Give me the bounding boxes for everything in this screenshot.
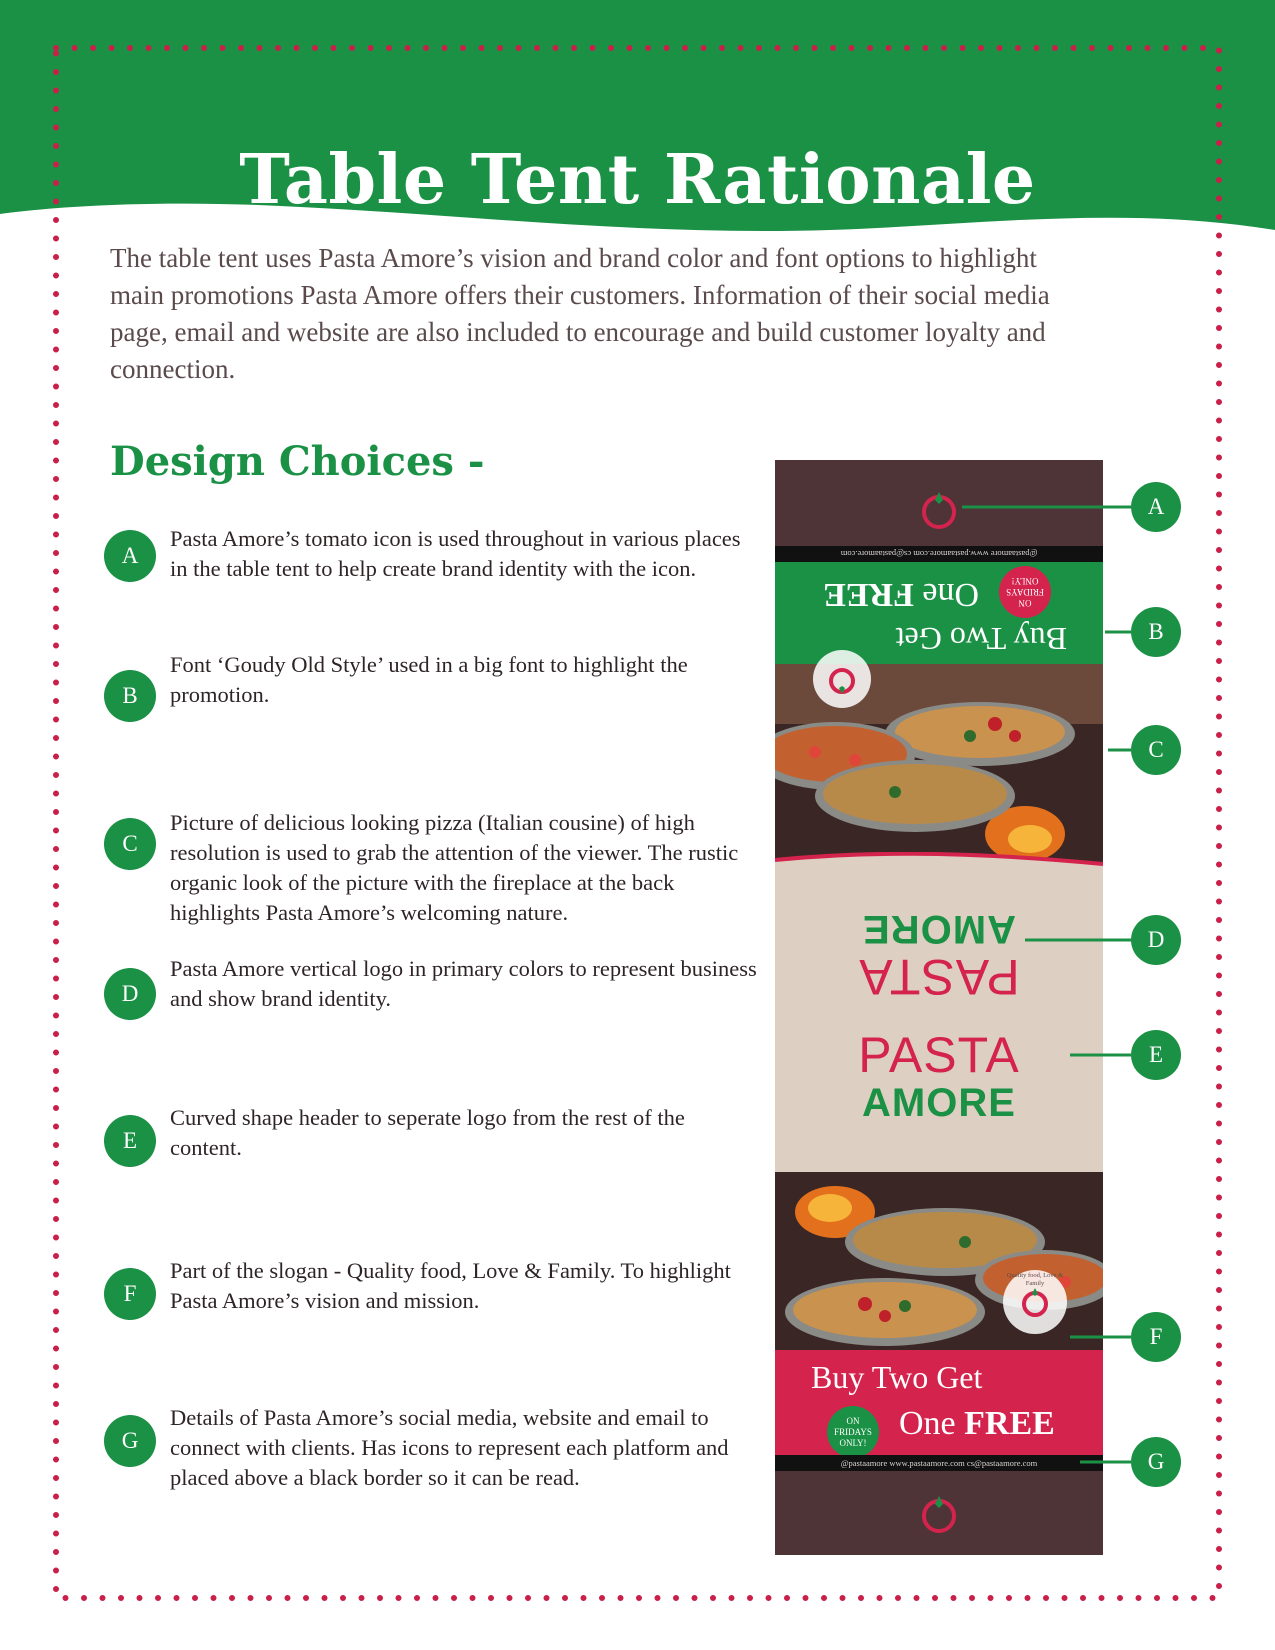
logo-pasta-text: PASTA — [858, 1027, 1020, 1083]
promo-free-line — [899, 1404, 1055, 1444]
callout-badge-d: D — [1131, 915, 1181, 965]
promo-free-line — [823, 574, 979, 614]
slogan-text: Quality food, Love & Family — [1006, 1272, 1064, 1287]
tomato-icon — [919, 488, 959, 530]
callout-badge-a: A — [1131, 482, 1181, 532]
table-tent-mockup — [775, 460, 1103, 1555]
logo-vertical-flipped — [775, 904, 1103, 1004]
choice-badge: E — [104, 1115, 156, 1167]
choice-text: Pasta Amore’s tomato icon is used throughout in various places in the table tent to help create brand identity with the icon. — [170, 526, 741, 581]
fridays-badge: ON FRIDAYS ONLY! — [827, 1406, 879, 1458]
promo-headline: Buy Two Get — [895, 621, 1067, 657]
promo-free: FREE — [823, 576, 914, 613]
logo-panel — [775, 852, 1103, 1192]
callout-badge-e: E — [1131, 1030, 1181, 1080]
choice-badge: C — [104, 818, 156, 870]
callout-badge-g: G — [1131, 1437, 1181, 1487]
promo-panel-bottom — [775, 1350, 1103, 1455]
choice-badge: A — [104, 530, 156, 582]
page-title: Table Tent Rationale — [239, 139, 1036, 220]
promo-headline: Buy Two Get — [811, 1359, 983, 1395]
promo-one: One — [899, 1405, 956, 1442]
choice-text: Curved shape header to seperate logo from the rest of the content. — [170, 1105, 685, 1160]
choice-badge: B — [104, 670, 156, 722]
logo-amore-text: AMORE — [862, 907, 1016, 951]
contact-bar-top: @pastaamore www.pastaamore.com cs@pastaamore.com — [775, 546, 1103, 562]
intro-paragraph: The table tent uses Pasta Amore’s vision and brand color and font options to highlight main promotions Pasta Amore offers their customers. Information of their social media page, email and website are also included to encourage and build customer loyalty and connection. — [110, 243, 1050, 384]
choice-badge: D — [104, 968, 156, 1020]
design-choices-heading: Design Choices - — [110, 438, 485, 485]
callout-badge-c: C — [1131, 725, 1181, 775]
promo-free: FREE — [964, 1405, 1055, 1442]
choice-text: Picture of delicious looking pizza (Italian cousine) of high resolution is used to grab the attention of the viewer. The rustic organic look of the picture with the fireplace at the back highlights Pasta Amore’s welcoming nature. — [170, 810, 739, 925]
choice-badge: F — [104, 1268, 156, 1320]
choice-badge: G — [104, 1415, 156, 1467]
contact-bar-bottom: @pastaamore www.pastaamore.com cs@pastaamore.com — [775, 1455, 1103, 1471]
logo-amore-text: AMORE — [862, 1081, 1016, 1125]
choice-text: Details of Pasta Amore’s social media, website and email to connect with clients. Has icons to represent each platform and placed above a black border so it can be read. — [170, 1405, 729, 1490]
choice-text: Pasta Amore vertical logo in primary colors to represent business and show brand identity. — [170, 956, 757, 1011]
logo-pasta-text: PASTA — [858, 949, 1020, 1005]
promo-one: One — [922, 576, 979, 613]
choice-text: Part of the slogan - Quality food, Love & Family. To highlight Pasta Amore’s vision and mission. — [170, 1258, 731, 1313]
slogan-seal-top — [811, 648, 873, 710]
fridays-badge: ON FRIDAYS ONLY! — [999, 566, 1051, 618]
tomato-icon — [919, 1492, 959, 1534]
callout-badge-f: F — [1131, 1312, 1181, 1362]
callout-badge-b: B — [1131, 607, 1181, 657]
choice-text: Font ‘Goudy Old Style’ used in a big font to highlight the promotion. — [170, 652, 688, 707]
slogan-seal-bottom — [1003, 1270, 1067, 1334]
